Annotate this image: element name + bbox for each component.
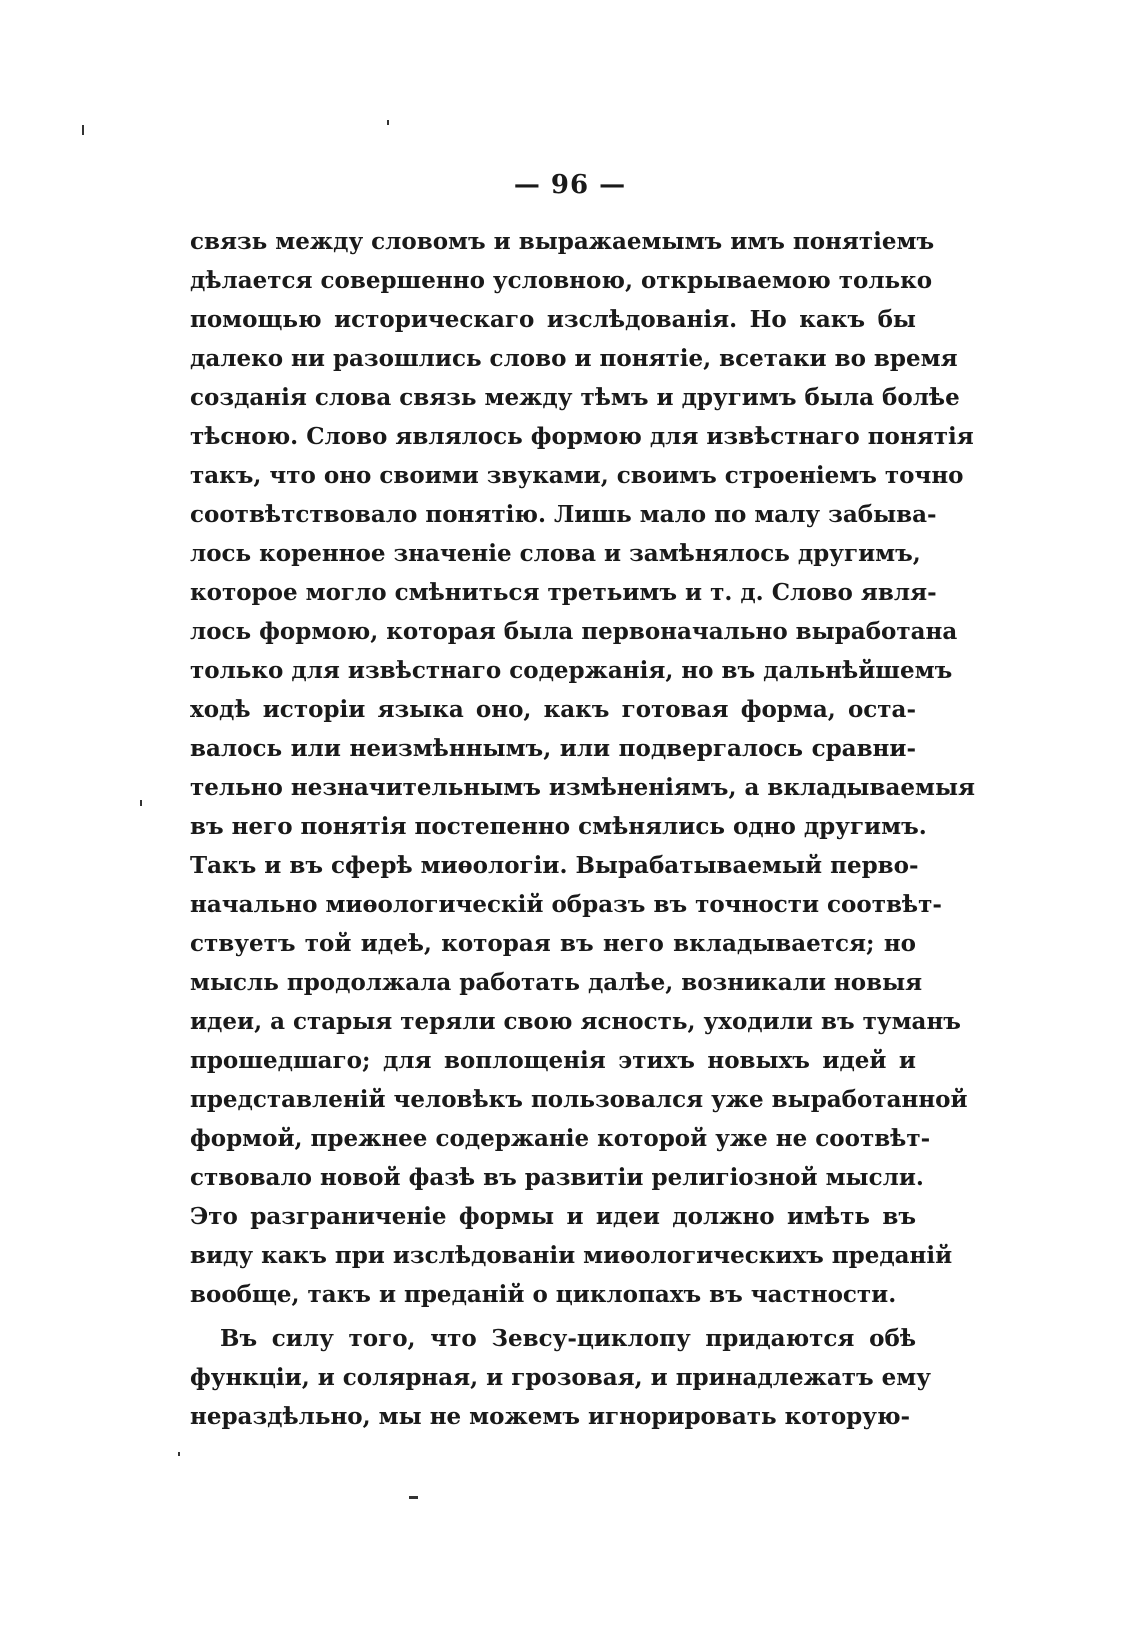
text-line: въ него понятія постепенно смѣнялись одно другимъ.: [190, 813, 927, 840]
text-line: связь между словомъ и выражаемымъ имъ понятіемъ: [190, 228, 935, 255]
scan-speck: [178, 1452, 180, 1456]
text-line: вообще, такъ и преданій о циклопахъ въ частности.: [190, 1281, 897, 1308]
text-line: лось формою, которая была первоначально выработана: [190, 618, 958, 645]
text-line: которое могло смѣниться третьимъ и т. д. Слово явля-: [190, 579, 937, 606]
text-line: такъ, что оно своими звуками, своимъ строеніемъ точно: [190, 462, 964, 489]
text-line: далеко ни разошлись слово и понятіе, всетаки во время: [190, 345, 958, 372]
text-line: тельно незначительнымъ измѣненіямъ, а вкладываемыя: [190, 774, 976, 801]
scan-speck: [409, 1496, 418, 1499]
text-line: Такъ и въ сферѣ миѳологіи. Вырабатываемый перво-: [190, 852, 919, 879]
text-line: Это разграниченіе формы и идеи должно имѣть въ: [190, 1203, 916, 1230]
text-line: начально миѳологическій образъ въ точности соотвѣт-: [190, 891, 942, 918]
text-line: помощью историческаго изслѣдованія. Но какъ бы: [190, 306, 916, 333]
text-line: тѣсною. Слово являлось формою для извѣстнаго понятія: [190, 423, 974, 450]
text-line: нераздѣльно, мы не можемъ игнорировать которую-: [190, 1403, 911, 1430]
text-line: Въ силу того, что Зевсу-циклопу придаются обѣ: [220, 1325, 916, 1352]
body-text: [190, 222, 976, 1436]
text-line: валось или неизмѣннымъ, или подвергалось сравни-: [190, 735, 916, 762]
text-line: ствуетъ той идеѣ, которая въ него вкладывается; но: [190, 930, 916, 957]
text-line: дѣлается совершенно условною, открываемою только: [190, 267, 933, 294]
text-line: мысль продолжала работать далѣе, возникали новыя: [190, 969, 923, 996]
text-line: ствовало новой фазѣ въ развитіи религіозной мысли.: [190, 1164, 924, 1191]
paragraph: [190, 1319, 931, 1436]
text-line: функціи, и солярная, и грозовая, и принадлежатъ ему: [190, 1364, 931, 1391]
text-line: ходѣ исторіи языка оно, какъ готовая форма, оста-: [190, 696, 916, 723]
text-line: соотвѣтствовало понятію. Лишь мало по малу забыва-: [190, 501, 937, 528]
text-line: идеи, а старыя теряли свою ясность, уходили въ туманъ: [190, 1008, 961, 1035]
text-line: представленій человѣкъ пользовался уже выработанной: [190, 1086, 968, 1113]
text-line: виду какъ при изслѣдованіи миѳологическихъ преданій: [190, 1242, 953, 1269]
text-line: лось коренное значеніе слова и замѣнялось другимъ,: [190, 540, 921, 567]
paragraph: [190, 222, 976, 1314]
text-line: формой, прежнее содержаніе которой уже не соотвѣт-: [190, 1125, 931, 1152]
scan-speck: [387, 120, 389, 125]
page-number: — 96 —: [513, 170, 627, 200]
text-line: прошедшаго; для воплощенія этихъ новыхъ идей и: [190, 1047, 916, 1074]
scan-speck: [140, 800, 142, 806]
scan-speck: [82, 125, 84, 135]
text-line: созданія слова связь между тѣмъ и другимъ была болѣе: [190, 384, 960, 411]
text-line: только для извѣстнаго содержанія, но въ дальнѣйшемъ: [190, 657, 953, 684]
